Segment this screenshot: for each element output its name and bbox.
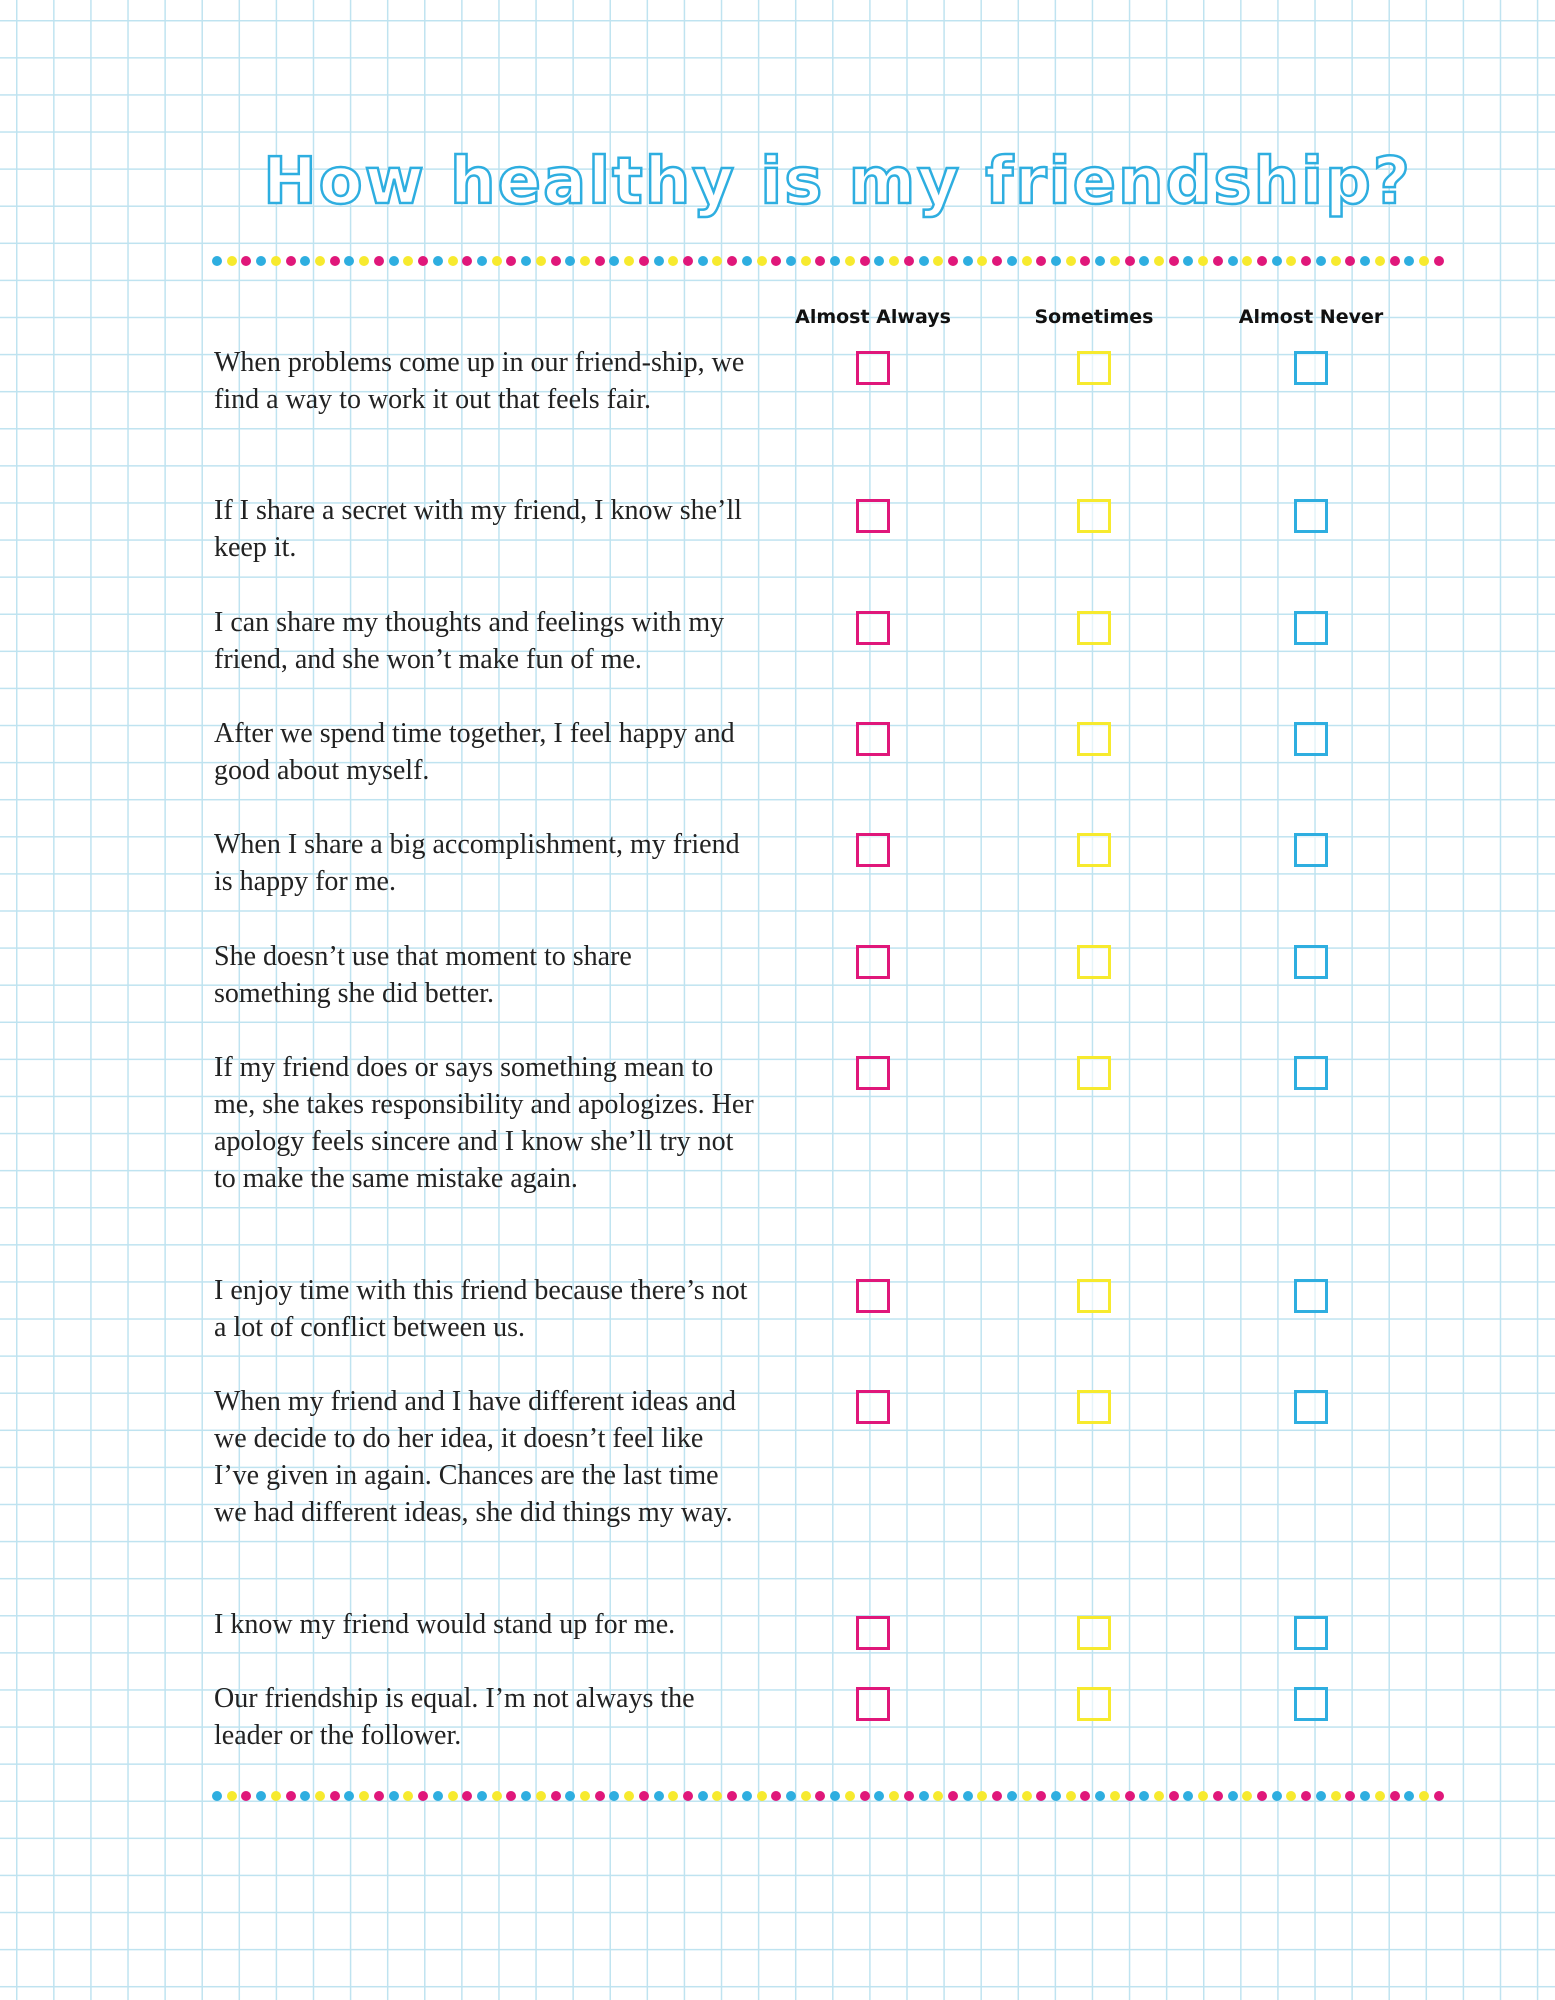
divider-dot bbox=[565, 1791, 575, 1801]
divider-dot bbox=[403, 1791, 413, 1801]
divider-dot bbox=[963, 256, 973, 266]
divider-dot bbox=[448, 1791, 458, 1801]
divider-dot bbox=[1301, 1791, 1311, 1801]
divider-dot bbox=[1080, 256, 1090, 266]
divider-dot bbox=[286, 256, 296, 266]
almost-always-checkbox[interactable] bbox=[856, 499, 890, 533]
divider-dot bbox=[1257, 256, 1267, 266]
divider-dot bbox=[315, 1791, 325, 1801]
divider-dot bbox=[1036, 1791, 1046, 1801]
divider-dot bbox=[1036, 256, 1046, 266]
divider-dot bbox=[433, 1791, 443, 1801]
sometimes-checkbox[interactable] bbox=[1077, 1056, 1111, 1090]
sometimes-checkbox[interactable] bbox=[1077, 499, 1111, 533]
divider-dot bbox=[1316, 1791, 1326, 1801]
divider-dot bbox=[580, 1791, 590, 1801]
divider-dot bbox=[1154, 256, 1164, 266]
divider-dot bbox=[1375, 256, 1385, 266]
divider-dot bbox=[1213, 256, 1223, 266]
divider-dot bbox=[757, 256, 767, 266]
divider-dot bbox=[1345, 256, 1355, 266]
almost-never-checkbox[interactable] bbox=[1294, 351, 1328, 385]
divider-dot bbox=[1286, 1791, 1296, 1801]
divider-dot bbox=[1110, 1791, 1120, 1801]
divider-dot bbox=[1345, 1791, 1355, 1801]
divider-dot bbox=[521, 256, 531, 266]
dotted-divider-top bbox=[212, 255, 1444, 267]
divider-dot bbox=[1066, 256, 1076, 266]
divider-dot bbox=[565, 256, 575, 266]
divider-dot bbox=[1272, 256, 1282, 266]
divider-dot bbox=[1051, 1791, 1061, 1801]
question-text: She doesn’t use that moment to share something she did better. bbox=[214, 941, 632, 1009]
divider-dot bbox=[1272, 1791, 1282, 1801]
almost-never-checkbox[interactable] bbox=[1294, 1279, 1328, 1313]
divider-dot bbox=[860, 256, 870, 266]
divider-dot bbox=[1007, 256, 1017, 266]
divider-dot bbox=[1331, 1791, 1341, 1801]
divider-dot bbox=[786, 256, 796, 266]
divider-dot bbox=[359, 1791, 369, 1801]
divider-dot bbox=[830, 1791, 840, 1801]
divider-dot bbox=[506, 256, 516, 266]
divider-dot bbox=[771, 256, 781, 266]
divider-dot bbox=[639, 1791, 649, 1801]
divider-dot bbox=[1007, 1791, 1017, 1801]
divider-dot bbox=[1434, 256, 1444, 266]
question-text: If I share a secret with my friend, I know she’ll keep it. bbox=[214, 495, 742, 563]
almost-always-checkbox[interactable] bbox=[856, 1390, 890, 1424]
divider-dot bbox=[919, 256, 929, 266]
divider-dot bbox=[1228, 1791, 1238, 1801]
divider-dot bbox=[1154, 1791, 1164, 1801]
divider-dot bbox=[609, 256, 619, 266]
divider-dot bbox=[1242, 256, 1252, 266]
sometimes-checkbox[interactable] bbox=[1077, 1687, 1111, 1721]
divider-dot bbox=[712, 256, 722, 266]
divider-dot bbox=[948, 1791, 958, 1801]
divider-dot bbox=[668, 1791, 678, 1801]
column-header-almost-always: Almost Always bbox=[795, 306, 951, 328]
almost-never-checkbox[interactable] bbox=[1294, 1687, 1328, 1721]
divider-dot bbox=[801, 1791, 811, 1801]
divider-dot bbox=[683, 1791, 693, 1801]
divider-dot bbox=[256, 1791, 266, 1801]
almost-always-checkbox[interactable] bbox=[856, 945, 890, 979]
divider-dot bbox=[874, 256, 884, 266]
divider-dot bbox=[933, 1791, 943, 1801]
divider-dot bbox=[1213, 1791, 1223, 1801]
divider-dot bbox=[1419, 256, 1429, 266]
almost-always-checkbox[interactable] bbox=[856, 351, 890, 385]
dotted-divider-bottom bbox=[212, 1790, 1444, 1802]
divider-dot bbox=[580, 256, 590, 266]
question-text: When my friend and I have different ideas and we decide to do her idea, it doesn’t feel like I’ve given in again. Chances are the last time we had different ideas, she did things my way. bbox=[214, 1386, 736, 1528]
divider-dot bbox=[418, 1791, 428, 1801]
divider-dot bbox=[757, 1791, 767, 1801]
divider-dot bbox=[904, 1791, 914, 1801]
sometimes-checkbox[interactable] bbox=[1077, 945, 1111, 979]
almost-never-checkbox[interactable] bbox=[1294, 499, 1328, 533]
divider-dot bbox=[1390, 256, 1400, 266]
divider-dot bbox=[1390, 1791, 1400, 1801]
sometimes-checkbox[interactable] bbox=[1077, 351, 1111, 385]
sometimes-checkbox[interactable] bbox=[1077, 1616, 1111, 1650]
question-text: When I share a big accomplishment, my friend is happy for me. bbox=[214, 829, 740, 897]
divider-dot bbox=[492, 256, 502, 266]
divider-dot bbox=[403, 256, 413, 266]
divider-dot bbox=[1419, 1791, 1429, 1801]
divider-dot bbox=[904, 256, 914, 266]
divider-dot bbox=[536, 1791, 546, 1801]
divider-dot bbox=[1125, 256, 1135, 266]
divider-dot bbox=[654, 256, 664, 266]
divider-dot bbox=[433, 256, 443, 266]
almost-never-checkbox[interactable] bbox=[1294, 722, 1328, 756]
almost-never-checkbox[interactable] bbox=[1294, 945, 1328, 979]
almost-never-checkbox[interactable] bbox=[1294, 1390, 1328, 1424]
divider-dot bbox=[815, 256, 825, 266]
sometimes-checkbox[interactable] bbox=[1077, 611, 1111, 645]
divider-dot bbox=[241, 1791, 251, 1801]
divider-dot bbox=[992, 256, 1002, 266]
divider-dot bbox=[1095, 1791, 1105, 1801]
divider-dot bbox=[786, 1791, 796, 1801]
divider-dot bbox=[860, 1791, 870, 1801]
divider-dot bbox=[1404, 1791, 1414, 1801]
almost-never-checkbox[interactable] bbox=[1294, 1056, 1328, 1090]
column-headers bbox=[0, 306, 1555, 336]
divider-dot bbox=[448, 256, 458, 266]
divider-dot bbox=[933, 256, 943, 266]
almost-always-checkbox[interactable] bbox=[856, 1056, 890, 1090]
question-text: After we spend time together, I feel happy and good about myself. bbox=[214, 718, 735, 786]
divider-dot bbox=[1434, 1791, 1444, 1801]
question-text: I enjoy time with this friend because there’s not a lot of conflict between us. bbox=[214, 1275, 748, 1343]
divider-dot bbox=[1066, 1791, 1076, 1801]
divider-dot bbox=[845, 256, 855, 266]
divider-dot bbox=[1022, 1791, 1032, 1801]
divider-dot bbox=[212, 1791, 222, 1801]
divider-dot bbox=[727, 256, 737, 266]
divider-dot bbox=[477, 256, 487, 266]
divider-dot bbox=[727, 1791, 737, 1801]
column-header-sometimes: Sometimes bbox=[1034, 306, 1154, 328]
divider-dot bbox=[1139, 1791, 1149, 1801]
divider-dot bbox=[1331, 256, 1341, 266]
divider-dot bbox=[654, 1791, 664, 1801]
question-text: When problems come up in our friend-ship, we find a way to work it out that feels fair. bbox=[214, 347, 745, 415]
divider-dot bbox=[462, 256, 472, 266]
divider-dot bbox=[698, 256, 708, 266]
question-text: I can share my thoughts and feelings with my friend, and she won’t make fun of me. bbox=[214, 607, 725, 675]
divider-dot bbox=[801, 256, 811, 266]
divider-dot bbox=[595, 256, 605, 266]
divider-dot bbox=[389, 256, 399, 266]
divider-dot bbox=[374, 1791, 384, 1801]
divider-dot bbox=[300, 1791, 310, 1801]
sometimes-checkbox[interactable] bbox=[1077, 833, 1111, 867]
divider-dot bbox=[551, 256, 561, 266]
divider-dot bbox=[1110, 256, 1120, 266]
divider-dot bbox=[742, 256, 752, 266]
almost-never-checkbox[interactable] bbox=[1294, 1616, 1328, 1650]
divider-dot bbox=[1375, 1791, 1385, 1801]
sometimes-checkbox[interactable] bbox=[1077, 722, 1111, 756]
divider-dot bbox=[241, 256, 251, 266]
almost-never-checkbox[interactable] bbox=[1294, 833, 1328, 867]
question-text: If my friend does or says something mean to me, she takes responsibility and apologizes. Her apology feels sincere and I know she’ll try not to make the same mistake again. bbox=[214, 1052, 754, 1194]
divider-dot bbox=[977, 256, 987, 266]
almost-always-checkbox[interactable] bbox=[856, 1687, 890, 1721]
divider-dot bbox=[668, 256, 678, 266]
divider-dot bbox=[462, 1791, 472, 1801]
sometimes-checkbox[interactable] bbox=[1077, 1279, 1111, 1313]
divider-dot bbox=[1360, 256, 1370, 266]
almost-always-checkbox[interactable] bbox=[856, 611, 890, 645]
divider-dot bbox=[609, 1791, 619, 1801]
divider-dot bbox=[227, 1791, 237, 1801]
divider-dot bbox=[256, 256, 266, 266]
divider-dot bbox=[874, 1791, 884, 1801]
divider-dot bbox=[1404, 256, 1414, 266]
divider-dot bbox=[992, 1791, 1002, 1801]
divider-dot bbox=[948, 256, 958, 266]
divider-dot bbox=[1316, 256, 1326, 266]
divider-dot bbox=[1257, 1791, 1267, 1801]
divider-dot bbox=[418, 256, 428, 266]
almost-always-checkbox[interactable] bbox=[856, 1616, 890, 1650]
divider-dot bbox=[477, 1791, 487, 1801]
divider-dot bbox=[1242, 1791, 1252, 1801]
divider-dot bbox=[742, 1791, 752, 1801]
divider-dot bbox=[624, 256, 634, 266]
divider-dot bbox=[1301, 256, 1311, 266]
divider-dot bbox=[227, 256, 237, 266]
divider-dot bbox=[521, 1791, 531, 1801]
divider-dot bbox=[344, 1791, 354, 1801]
divider-dot bbox=[1125, 1791, 1135, 1801]
divider-dot bbox=[330, 256, 340, 266]
divider-dot bbox=[1022, 256, 1032, 266]
sometimes-checkbox[interactable] bbox=[1077, 1390, 1111, 1424]
divider-dot bbox=[889, 256, 899, 266]
divider-dot bbox=[1183, 256, 1193, 266]
divider-dot bbox=[1360, 1791, 1370, 1801]
divider-dot bbox=[271, 256, 281, 266]
divider-dot bbox=[374, 256, 384, 266]
divider-dot bbox=[315, 256, 325, 266]
divider-dot bbox=[551, 1791, 561, 1801]
divider-dot bbox=[1228, 256, 1238, 266]
divider-dot bbox=[286, 1791, 296, 1801]
divider-dot bbox=[919, 1791, 929, 1801]
question-text: Our friendship is equal. I’m not always the leader or the follower. bbox=[214, 1683, 695, 1751]
divider-dot bbox=[771, 1791, 781, 1801]
divider-dot bbox=[889, 1791, 899, 1801]
divider-dot bbox=[1051, 256, 1061, 266]
divider-dot bbox=[1169, 1791, 1179, 1801]
divider-dot bbox=[712, 1791, 722, 1801]
divider-dot bbox=[492, 1791, 502, 1801]
divider-dot bbox=[1080, 1791, 1090, 1801]
divider-dot bbox=[963, 1791, 973, 1801]
divider-dot bbox=[683, 256, 693, 266]
divider-dot bbox=[212, 256, 222, 266]
divider-dot bbox=[344, 256, 354, 266]
divider-dot bbox=[815, 1791, 825, 1801]
almost-never-checkbox[interactable] bbox=[1294, 611, 1328, 645]
divider-dot bbox=[595, 1791, 605, 1801]
page-title: How healthy is my friendship? bbox=[263, 145, 1412, 219]
divider-dot bbox=[1286, 256, 1296, 266]
divider-dot bbox=[330, 1791, 340, 1801]
divider-dot bbox=[1139, 256, 1149, 266]
divider-dot bbox=[624, 1791, 634, 1801]
divider-dot bbox=[1183, 1791, 1193, 1801]
almost-always-checkbox[interactable] bbox=[856, 833, 890, 867]
divider-dot bbox=[536, 256, 546, 266]
divider-dot bbox=[300, 256, 310, 266]
divider-dot bbox=[506, 1791, 516, 1801]
divider-dot bbox=[830, 256, 840, 266]
divider-dot bbox=[639, 256, 649, 266]
divider-dot bbox=[845, 1791, 855, 1801]
column-header-almost-never: Almost Never bbox=[1238, 306, 1384, 328]
divider-dot bbox=[271, 1791, 281, 1801]
question-text: I know my friend would stand up for me. bbox=[214, 1609, 676, 1640]
divider-dot bbox=[1198, 1791, 1208, 1801]
divider-dot bbox=[389, 1791, 399, 1801]
divider-dot bbox=[698, 1791, 708, 1801]
divider-dot bbox=[1095, 256, 1105, 266]
almost-always-checkbox[interactable] bbox=[856, 722, 890, 756]
divider-dot bbox=[977, 1791, 987, 1801]
divider-dot bbox=[359, 256, 369, 266]
divider-dot bbox=[1169, 256, 1179, 266]
divider-dot bbox=[1198, 256, 1208, 266]
almost-always-checkbox[interactable] bbox=[856, 1279, 890, 1313]
